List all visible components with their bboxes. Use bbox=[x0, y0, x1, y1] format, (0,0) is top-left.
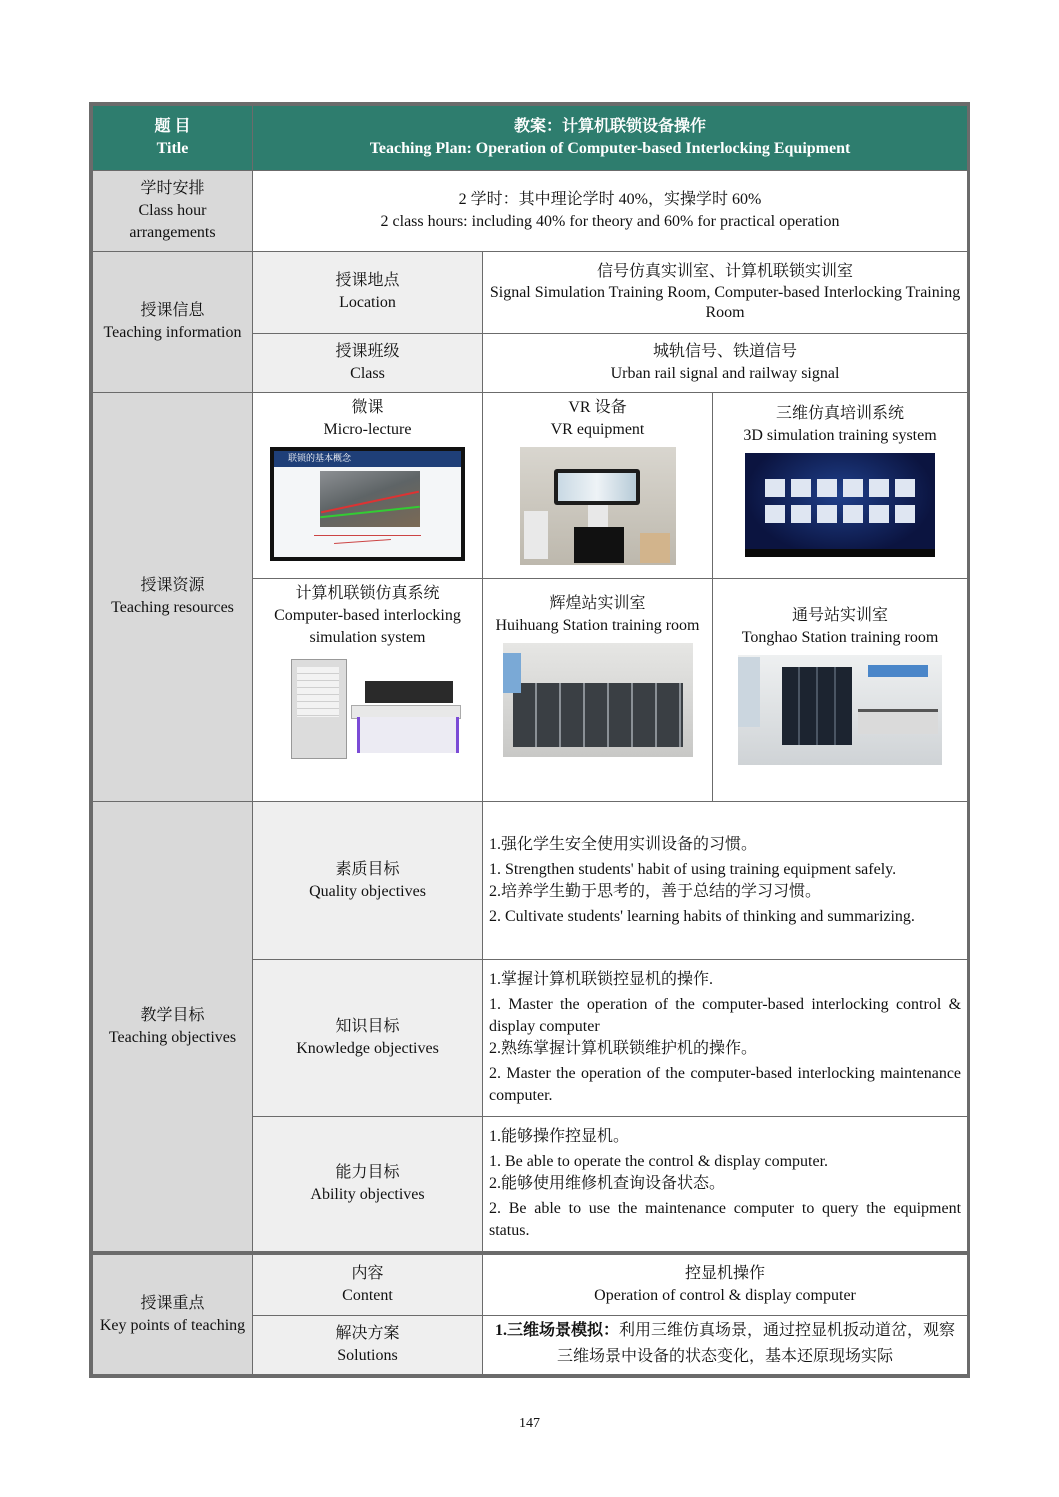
quality-line-3: 2.培养学生勤于思考的，善于总结的学习习惯。 bbox=[489, 882, 822, 900]
info-label-zh: 授课信息 bbox=[140, 302, 205, 320]
resource-title-en: Tonghao Station training room bbox=[741, 628, 939, 646]
hours-value-en: 2 class hours: including 40% for theory and 60% for practical operation bbox=[380, 212, 840, 230]
title-value-cell bbox=[253, 106, 968, 171]
resource-title-en: 3D simulation training system bbox=[743, 427, 937, 445]
quality-label-cell bbox=[253, 802, 483, 959]
interlocking-simulation-photo bbox=[273, 655, 463, 767]
solutions-label-zh: 解决方案 bbox=[335, 1325, 400, 1343]
solutions-value-cell bbox=[483, 1316, 968, 1375]
class-value-en: Urban rail signal and railway signal bbox=[610, 365, 840, 382]
ability-label-en: Ability objectives bbox=[310, 1186, 425, 1204]
info-label-cell bbox=[93, 252, 253, 393]
quality-line-4: 2. Cultivate students' learning habits of thinking and summarizing. bbox=[489, 907, 915, 925]
resource-vr-equipment bbox=[483, 393, 713, 578]
content-value-zh: 控显机操作 bbox=[685, 1265, 766, 1283]
content-label-cell bbox=[253, 1253, 483, 1315]
objectives-label-en: Teaching objectives bbox=[108, 1028, 237, 1046]
knowledge-line-3: 2.熟练掌握计算机联锁维护机的操作。 bbox=[489, 1039, 758, 1057]
ability-label-cell bbox=[253, 1116, 483, 1253]
solutions-text: 利用三维仿真场景，通过控显机扳动道岔，观察三维场景中设备的状态变化，基本还原现场实际 bbox=[557, 1322, 956, 1366]
objectives-label-cell bbox=[93, 802, 253, 1254]
quality-objectives-text bbox=[483, 802, 968, 959]
hours-label-en: Class hour arrangements bbox=[129, 201, 216, 241]
content-label-en: Content bbox=[342, 1287, 393, 1305]
location-label-cell bbox=[253, 252, 483, 334]
resources-label-en: Teaching resources bbox=[111, 599, 234, 617]
hours-value-cell bbox=[253, 170, 968, 252]
resource-title-en: Computer-based interlocking simulation system bbox=[274, 606, 461, 646]
ability-line-2: 1. Be able to operate the control & display computer. bbox=[489, 1153, 829, 1171]
resource-title-zh: 三维仿真培训系统 bbox=[776, 405, 905, 423]
ability-line-4: 2. Be able to use the maintenance computer to query the equipment status. bbox=[489, 1200, 962, 1240]
title-label-en: Title bbox=[156, 139, 189, 157]
location-label-en: Location bbox=[339, 294, 396, 312]
micro-lecture-banner: 联锁的基本概念 bbox=[274, 451, 461, 467]
ability-line-1: 1.能够操作控显机。 bbox=[489, 1128, 630, 1146]
class-label-en: Class bbox=[350, 365, 385, 382]
knowledge-label-cell bbox=[253, 959, 483, 1116]
resource-3d-simulation bbox=[713, 393, 968, 578]
resource-title-zh: 微课 bbox=[351, 399, 384, 417]
location-label-zh: 授课地点 bbox=[335, 272, 400, 290]
knowledge-line-4: 2. Master the operation of the computer-based interlocking maintenance computer. bbox=[489, 1064, 962, 1104]
class-value-cell bbox=[483, 333, 968, 392]
resource-title-zh: VR 设备 bbox=[568, 399, 627, 417]
title-value-zh: 教案：计算机联锁设备操作 bbox=[514, 117, 707, 135]
solutions-label-en: Solutions bbox=[337, 1347, 398, 1365]
resource-title-en: Huihuang Station training room bbox=[495, 616, 700, 634]
keypoints-label-zh: 授课重点 bbox=[140, 1294, 205, 1312]
quality-label-zh: 素质目标 bbox=[335, 860, 400, 878]
location-value-en: Signal Simulation Training Room, Computer-based Interlocking Training Room bbox=[489, 284, 961, 322]
quality-line-2: 1. Strengthen students' habit of using training equipment safely. bbox=[489, 860, 897, 878]
quality-line-1: 1.强化学生安全使用实训设备的习惯。 bbox=[489, 835, 758, 853]
track-diagram-line bbox=[314, 535, 421, 536]
hours-label-zh: 学时安排 bbox=[140, 179, 205, 197]
vr-equipment-photo bbox=[520, 447, 676, 565]
class-value-zh: 城轨信号、铁道信号 bbox=[653, 343, 798, 360]
resource-title-zh: 通号站实训室 bbox=[792, 606, 889, 624]
resource-huihuang-station bbox=[483, 578, 713, 802]
content-value-cell bbox=[483, 1253, 968, 1315]
lesson-plan-table bbox=[89, 102, 970, 1378]
resource-title-zh: 辉煌站实训室 bbox=[549, 594, 646, 612]
resource-title-en: Micro-lecture bbox=[323, 421, 412, 439]
title-value-en: Teaching Plan: Operation of Computer-based Interlocking Equipment bbox=[369, 139, 851, 157]
solutions-lead: 1.三维场景模拟： bbox=[495, 1322, 620, 1340]
keypoints-label-en: Key points of teaching bbox=[99, 1316, 246, 1334]
resources-label-cell bbox=[93, 393, 253, 802]
content-label-zh: 内容 bbox=[351, 1265, 384, 1283]
resource-micro-lecture bbox=[253, 393, 483, 578]
class-label-cell bbox=[253, 333, 483, 392]
3d-simulation-screenshot bbox=[745, 453, 935, 557]
title-label-zh: 题 目 bbox=[154, 117, 191, 135]
hours-label-cell bbox=[93, 170, 253, 252]
objectives-label-zh: 教学目标 bbox=[140, 1006, 205, 1024]
hours-value-zh: 2 学时：其中理论学时 40%，实操学时 60% bbox=[458, 190, 762, 208]
resource-tonghao-station bbox=[713, 578, 968, 802]
quality-label-en: Quality objectives bbox=[309, 882, 426, 900]
knowledge-label-en: Knowledge objectives bbox=[296, 1039, 439, 1057]
resource-interlocking-simulation bbox=[253, 578, 483, 802]
resources-label-zh: 授课资源 bbox=[140, 577, 205, 595]
solutions-label-cell bbox=[253, 1316, 483, 1375]
tonghao-station-photo bbox=[738, 655, 942, 765]
track-diagram-branch bbox=[334, 539, 391, 544]
ability-line-3: 2.能够使用维修机查询设备状态。 bbox=[489, 1175, 726, 1193]
knowledge-objectives-text bbox=[483, 959, 968, 1116]
rail-yard-photo bbox=[320, 471, 420, 527]
knowledge-line-2: 1. Master the operation of the computer-based interlocking control & display computer bbox=[489, 995, 962, 1035]
knowledge-line-1: 1.掌握计算机联锁控显机的操作. bbox=[489, 970, 714, 988]
resource-title-zh: 计算机联锁仿真系统 bbox=[295, 584, 440, 602]
page-number: 147 bbox=[519, 1416, 540, 1431]
keypoints-label-cell bbox=[93, 1253, 253, 1374]
knowledge-label-zh: 知识目标 bbox=[335, 1017, 400, 1035]
location-value-cell bbox=[483, 252, 968, 334]
huihuang-station-photo bbox=[503, 643, 693, 757]
location-value-zh: 信号仿真实训室、计算机联锁实训室 bbox=[597, 263, 854, 281]
info-label-en: Teaching information bbox=[103, 324, 242, 342]
class-label-zh: 授课班级 bbox=[335, 343, 400, 360]
ability-objectives-text bbox=[483, 1116, 968, 1253]
ability-label-zh: 能力目标 bbox=[335, 1164, 400, 1182]
resource-title-en: VR equipment bbox=[550, 421, 645, 439]
title-label-cell bbox=[93, 106, 253, 171]
micro-lecture-screenshot bbox=[270, 447, 465, 561]
content-value-en: Operation of control & display computer bbox=[594, 1287, 856, 1305]
